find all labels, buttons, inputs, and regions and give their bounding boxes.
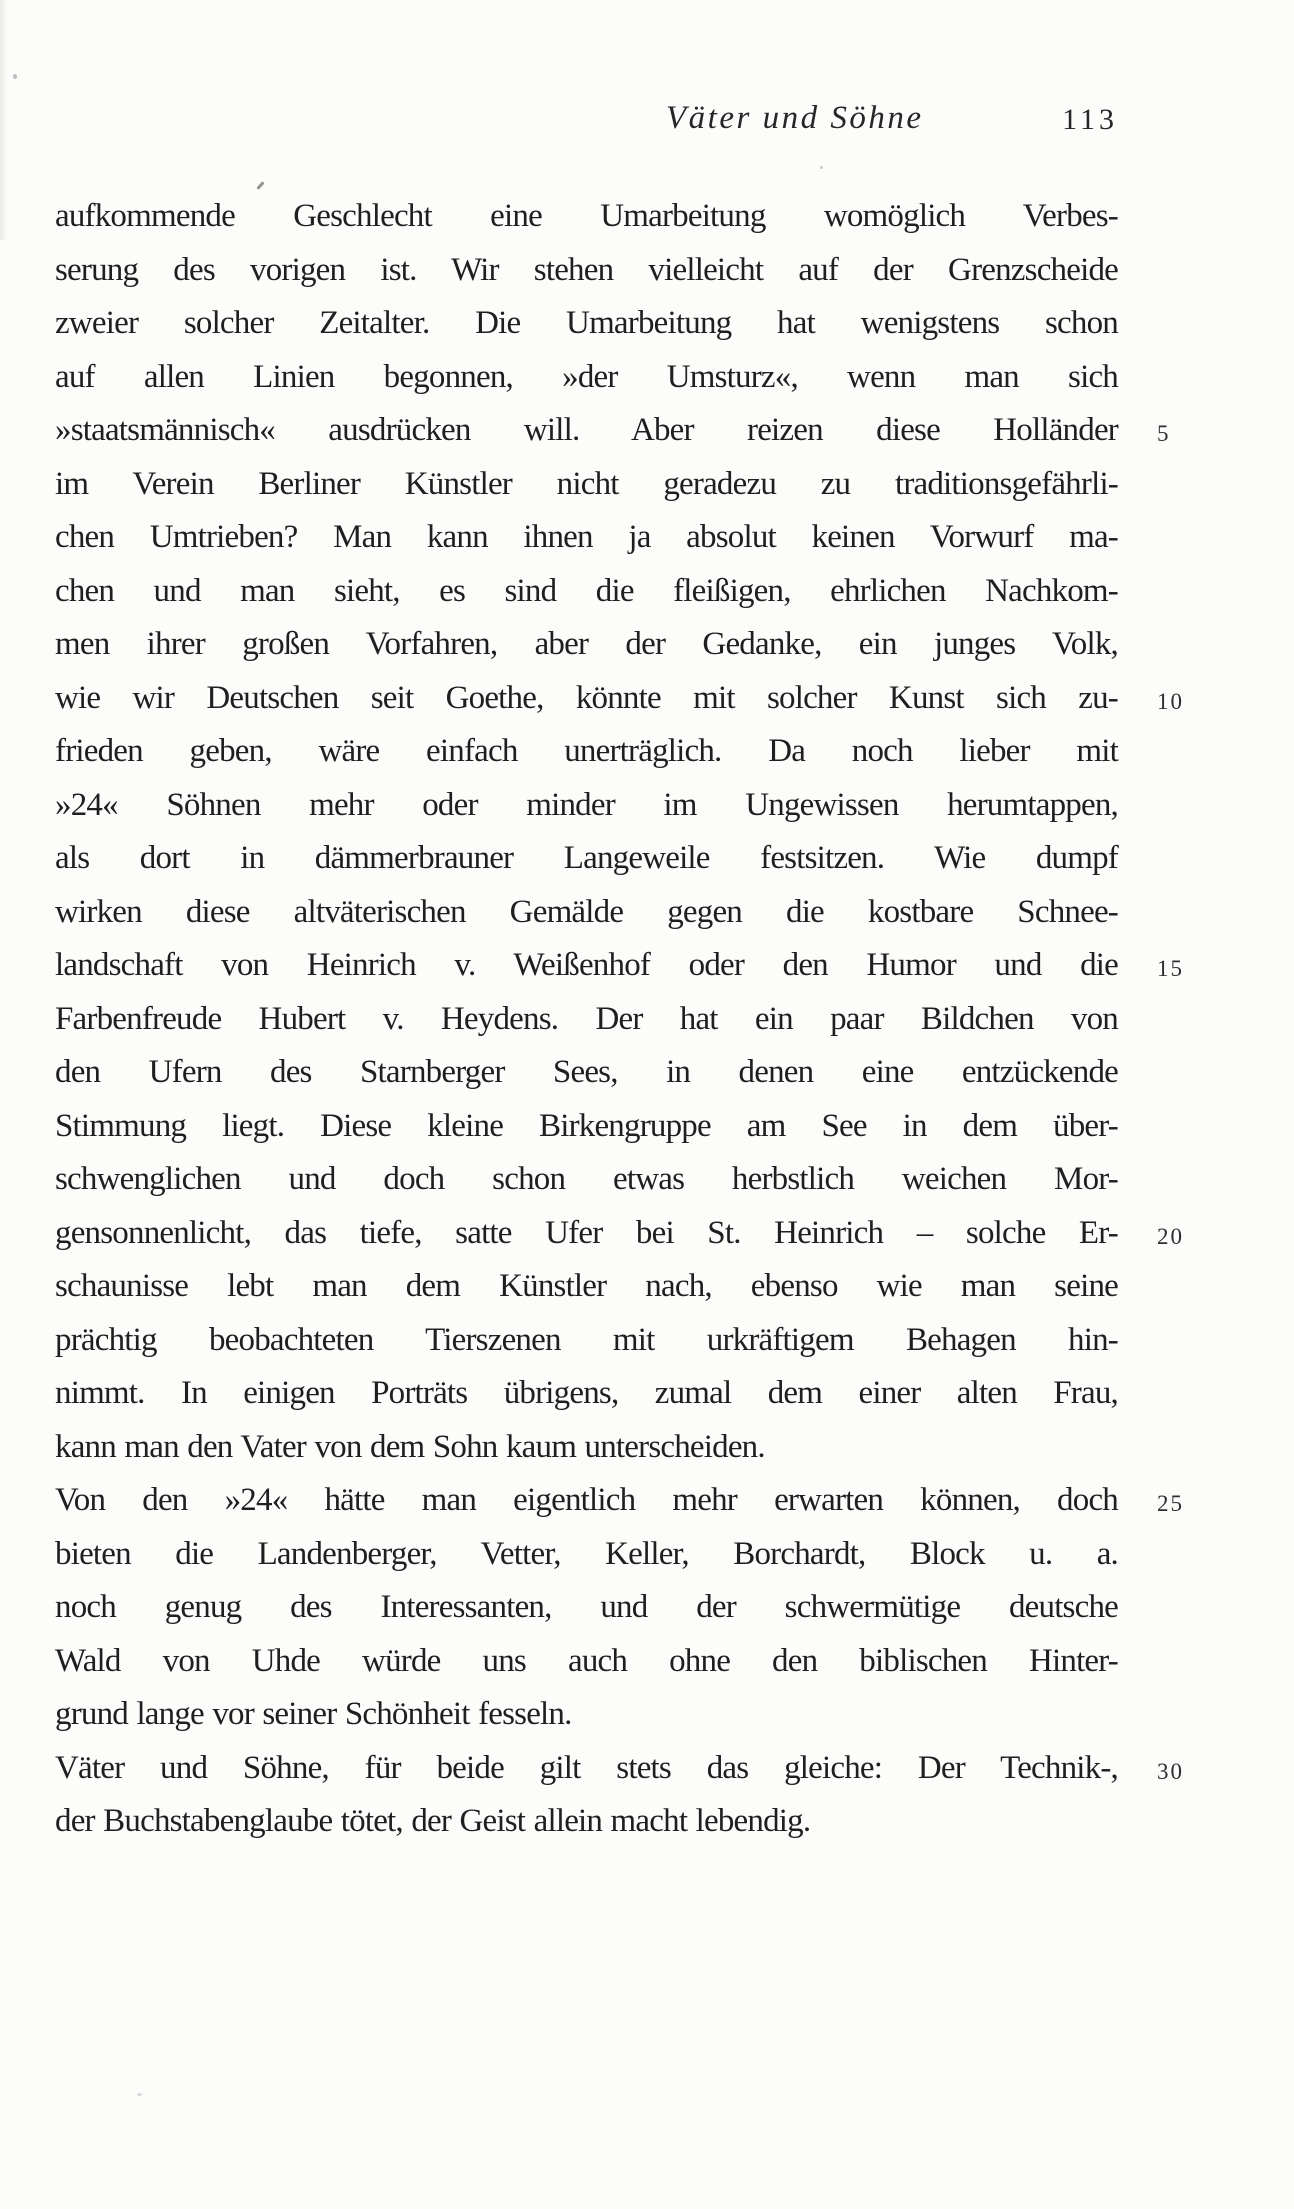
text-line [55,244,1118,298]
line-number-marginal: 15 [1157,956,1184,981]
text-line-content: aufkommende Geschlecht eine Umarbeitung womöglich Verbes- [55,198,1118,234]
text-line [55,1153,1118,1207]
scan-artifact [820,166,823,169]
text-line [55,1581,1118,1635]
text-line [55,1474,1184,1528]
text-line-content: kann man den Vater von dem Sohn kaum unterscheiden. [55,1428,765,1465]
text-line [55,404,1171,458]
text-line-content: chen Umtrieben? Man kann ihnen ja absolut keinen Vorwurf ma- [55,519,1118,555]
text-line-content: wie wir Deutschen seit Goethe, könnte mit solcher Kunst sich zu- [55,679,1118,716]
text-line [55,993,1118,1047]
text-line-content: gensonnenlicht, das tiefe, satte Ufer bei St. Heinrich – solche Er- [55,1214,1118,1251]
text-line [55,1795,1118,1849]
text-line [55,1314,1118,1368]
line-number-marginal: 20 [1157,1223,1184,1249]
text-line [55,672,1184,726]
text-line-content: landschaft von Heinrich v. Weißenhof oder den Humor und die [55,947,1118,983]
running-header-title: Väter und Söhne [666,100,924,136]
text-line [55,1421,1118,1475]
text-line-content: Väter und Söhne, für beide gilt stets das gleiche: Der Technik-, [55,1749,1118,1786]
text-line-content: noch genug des Interessanten, und der schwermütige deutsche [55,1589,1118,1625]
text-line [55,297,1118,351]
text-line [55,1100,1118,1154]
text-line [55,1367,1118,1421]
text-line [55,1635,1118,1689]
page-number: 113 [1062,103,1118,136]
scan-artifact [256,181,264,190]
text-line-content: nimmt. In einigen Porträts übrigens, zumal dem einer alten Frau, [55,1375,1118,1411]
text-line [55,779,1118,833]
text-line-content: schwenglichen und doch schon etwas herbstlich weichen Mor- [55,1161,1118,1197]
line-number-marginal: 10 [1157,688,1184,714]
text-line-content: zweier solcher Zeitalter. Die Umarbeitung hat wenigstens schon [55,305,1118,341]
text-line [55,565,1118,619]
text-line-content: bieten die Landenberger, Vetter, Keller, Borchardt, Block u. a. [55,1535,1118,1572]
text-line [55,190,1118,244]
text-line [55,1688,1118,1742]
text-line-content: der Buchstabenglaube tötet, der Geist allein macht lebendig. [55,1803,811,1839]
text-line [55,1046,1118,1100]
scan-artifact [137,2093,142,2096]
text-line [55,832,1118,886]
text-line-content: als dort in dämmerbrauner Langeweile festsitzen. Wie dumpf [55,840,1118,876]
text-line-content: Von den »24« hätte man eigentlich mehr erwarten können, doch [55,1482,1118,1518]
text-line [55,511,1118,565]
text-line [55,939,1184,993]
text-line [55,1528,1118,1582]
text-line-content: »24« Söhnen mehr oder minder im Ungewissen herumtappen, [55,786,1118,823]
text-line [55,886,1118,940]
text-line [55,1742,1184,1796]
text-block [55,190,1184,1849]
text-line [55,458,1118,512]
text-line-content: grund lange vor seiner Schönheit fesseln. [55,1696,572,1732]
text-line [55,725,1118,779]
text-line-content: prächtig beobachteten Tierszenen mit urkräftigem Behagen hin- [55,1321,1118,1358]
scan-artifact [13,74,17,79]
text-line-content: schaunisse lebt man dem Künstler nach, ebenso wie man seine [55,1268,1118,1304]
text-line [55,618,1118,672]
text-line-content: chen und man sieht, es sind die fleißigen, ehrlichen Nachkom- [55,572,1118,609]
text-line-content: wirken diese altväterischen Gemälde gegen die kostbare Schnee- [55,893,1118,930]
text-line [55,1260,1118,1314]
text-line-content: frieden geben, wäre einfach unerträglich. Da noch lieber mit [55,733,1118,769]
text-line-content: Wald von Uhde würde uns auch ohne den biblischen Hinter- [55,1642,1118,1679]
text-line-content: »staatsmännisch« ausdrücken will. Aber reizen diese Holländer [55,412,1118,448]
text-line-content: auf allen Linien begonnen, »der Umsturz«, wenn man sich [55,358,1118,395]
text-line-content: Farbenfreude Hubert v. Heydens. Der hat ein paar Bildchen von [55,1000,1118,1037]
text-line-content: den Ufern des Starnberger Sees, in denen eine entzückende [55,1054,1118,1090]
text-line [55,1207,1184,1261]
line-number-marginal: 5 [1157,421,1171,446]
text-line-content: Stimmung liegt. Diese kleine Birkengruppe am See in dem über- [55,1107,1118,1144]
text-line-content: serung des vorigen ist. Wir stehen vielleicht auf der Grenzscheide [55,251,1118,288]
text-line-content: im Verein Berliner Künstler nicht geradezu zu traditionsgefährli- [55,465,1118,502]
scan-edge-shadow [0,0,7,240]
line-number-marginal: 25 [1157,1491,1184,1516]
line-number-marginal: 30 [1157,1758,1184,1784]
text-line-content: men ihrer großen Vorfahren, aber der Gedanke, ein junges Volk, [55,626,1118,662]
text-line [55,351,1118,405]
